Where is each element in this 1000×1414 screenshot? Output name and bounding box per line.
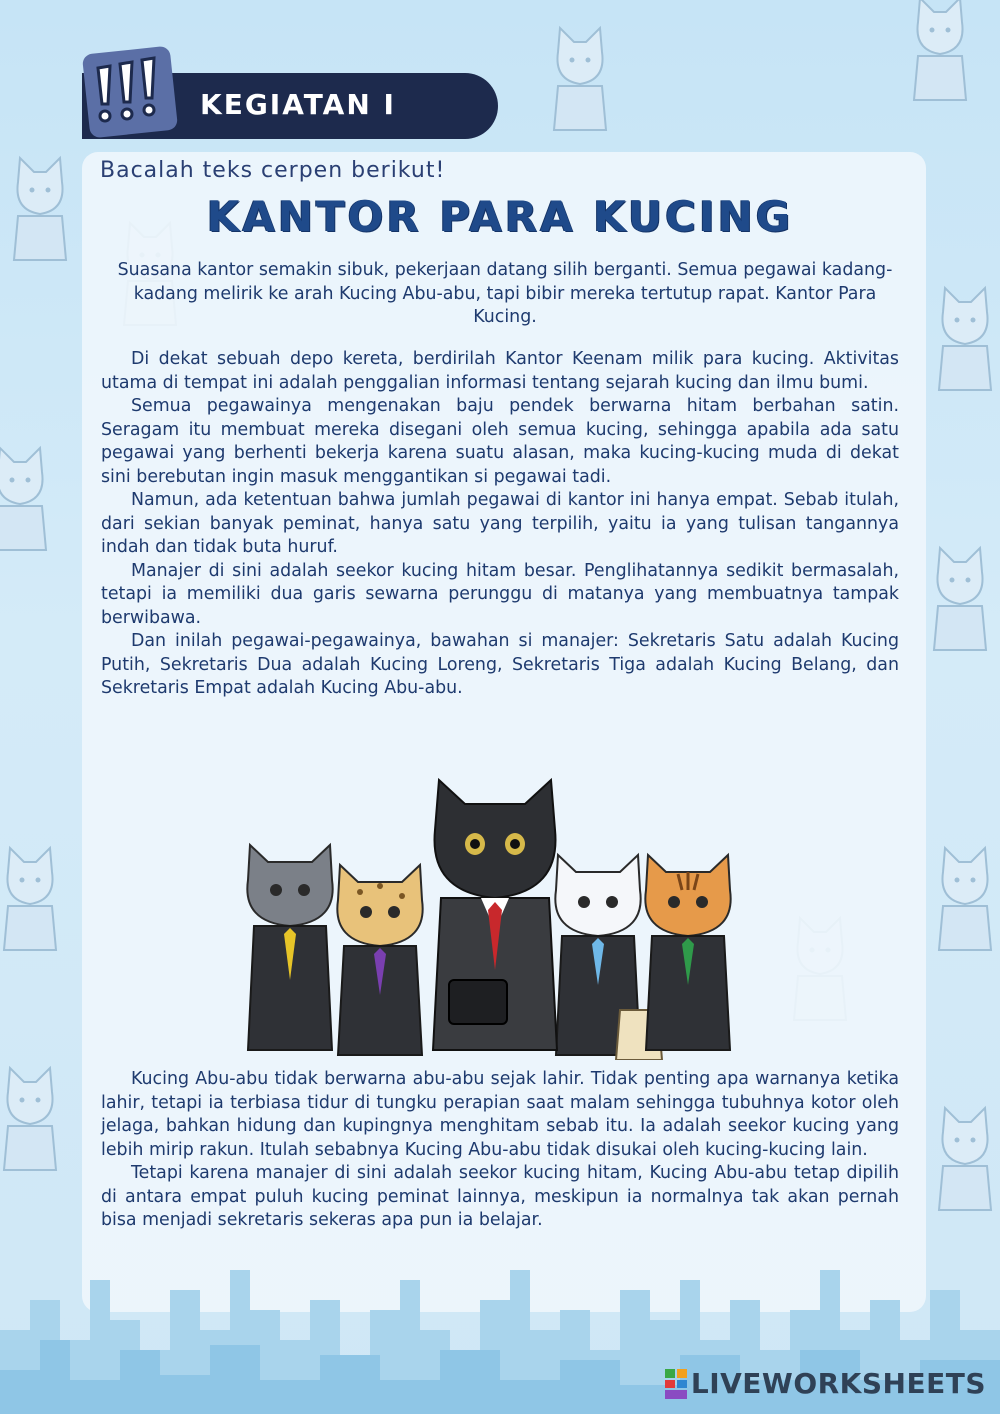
story-paragraph: Semua pegawainya mengenakan baju pendek berwarna hitam berbahan satin. Seragam itu membuat mereka disegani oleh semua kucing, sehingga apabila ada satu pegawai yang berhenti bekerja karena suatu alasan, maka kucing-kucing muda di dekat sini berebutan ingin masuk menggantikan si pegawai tadi. — [101, 396, 899, 487]
story-synopsis: Suasana kantor semakin sibuk, pekerjaan datang silih berganti. Semua pegawai kadang-kadang melirik ke arah Kucing Abu-abu, tapi bibir mereka tertutup rapat. Kantor Para Kucing. — [117, 260, 893, 327]
tabby-cat — [645, 855, 730, 1050]
liveworksheets-logo[interactable] — [665, 1367, 986, 1400]
story-paragraph: Manajer di sini adalah seekor kucing hitam besar. Penglihatannya sedikit bermasalah, tetapi ia memiliki dua garis sewarna perunggu di matanya yang membuatnya tampak berwibawa. — [101, 560, 899, 628]
five-cats-in-suits-illustration — [230, 770, 790, 1060]
liveworksheets-brand: LIVEWORKSHEETS — [690, 1367, 986, 1400]
leopard-cat — [337, 865, 422, 1055]
story-paragraph: Di dekat sebuah depo kereta, berdirilah Kantor Keenam milik para kucing. Aktivitas utama di tempat ini adalah penggalian informasi tentang sejarah kucing dan ilmu bumi. — [101, 349, 899, 393]
story-paragraph: Kucing Abu-abu tidak berwarna abu-abu sejak lahir. Tidak penting apa warnanya ketika lahir, tetapi ia terbiasa tidur di tungku perapian saat malam sehingga tubuhnya kotor oleh jelaga, bahkan hidung dan kupingnya menghitam sebab itu. Ia adalah seekor kucing yang lebih mirip rakun. Itulah sebabnya Kucing Abu-abu tidak disukai oleh kucing-kucing lain. — [101, 1069, 899, 1160]
story-body-bottom — [101, 1068, 899, 1233]
exclamation-marks-icon — [80, 46, 180, 142]
story-paragraph: Dan inilah pegawai-pegawainya, bawahan si manajer: Sekretaris Satu adalah Kucing Putih, Sekretaris Dua adalah Kucing Loreng, Sekretaris Tiga adalah Kucing Belang, dan Sekretaris Empat adalah Kucing Abu-abu. — [101, 631, 899, 698]
story-body-top — [101, 348, 899, 701]
story-paragraph: Tetapi karena manajer di sini adalah seekor kucing hitam, Kucing Abu-abu tetap dipilih di antara empat puluh kucing peminat lainnya, meskipun ia normalnya tak akan pernah bisa menjadi sekretaris sekeras apa pun ia belajar. — [101, 1163, 899, 1230]
story-paragraph: Namun, ada ketentuan bahwa jumlah pegawai di kantor ini hanya empat. Sebab itulah, dari sekian banyak peminat, hanya satu yang terpilih, yaitu ia yang tulisan tangannya indah dan tidak buta huruf. — [101, 490, 899, 557]
black-cat-manager — [433, 780, 557, 1050]
gray-cat — [247, 845, 332, 1050]
reading-instruction: Bacalah teks cerpen berikut! — [100, 158, 446, 183]
liveworksheets-logo-icon — [665, 1369, 687, 1399]
activity-title: KEGIATAN I — [200, 88, 396, 121]
story-title: KANTOR PARA KUCING — [206, 192, 794, 241]
